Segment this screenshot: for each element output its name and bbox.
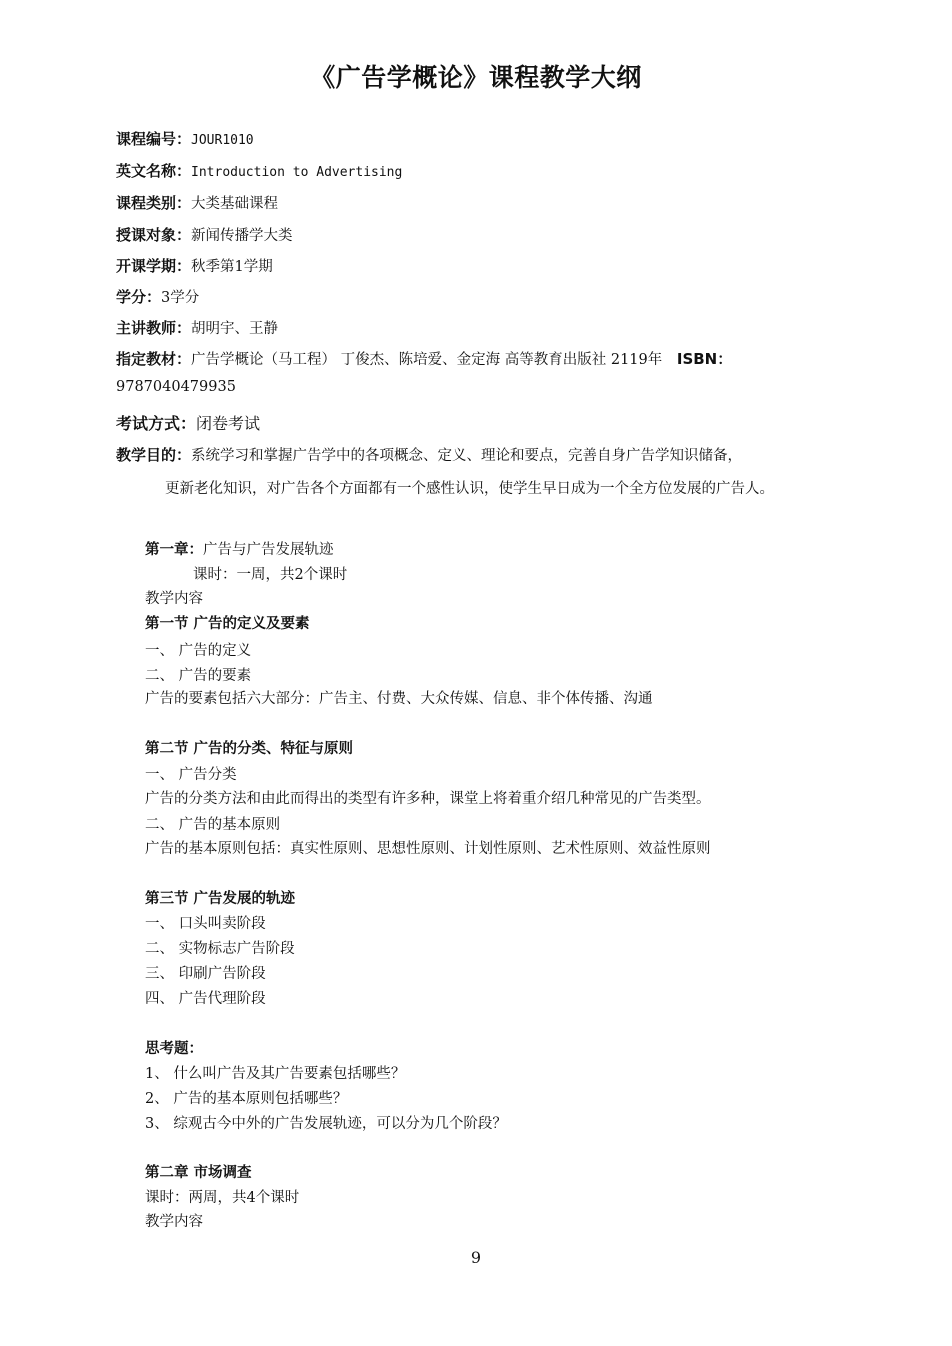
english-name-row bbox=[116, 160, 836, 181]
section-3-item: 一、 口头叫卖阶段 bbox=[145, 916, 266, 932]
course-code-label: 课程编号： bbox=[116, 130, 192, 148]
teacher-row bbox=[116, 317, 836, 338]
course-category-label: 课程类别： bbox=[116, 194, 192, 212]
chapter-1-title: 广告与广告发展轨迹 bbox=[203, 542, 334, 558]
audience-label: 授课对象： bbox=[116, 226, 192, 244]
english-name-value: Introduction to Advertising bbox=[191, 165, 403, 180]
course-code-value: JOUR1010 bbox=[191, 133, 254, 148]
chapter-1-hours: 课时：一周，共2个课时 bbox=[193, 567, 348, 583]
textbook-label: 指定教材： bbox=[116, 350, 192, 368]
audience-row bbox=[116, 224, 836, 245]
chapter-1-content-label: 教学内容 bbox=[145, 591, 203, 607]
section-2-item: 广告的分类方法和由此而得出的类型有许多种，课堂上将着重介绍几种常见的广告类型。 bbox=[145, 791, 711, 807]
course-code-row bbox=[116, 128, 836, 149]
chapter-2-hours: 课时：两周，共4个课时 bbox=[145, 1190, 300, 1206]
course-category-row bbox=[116, 192, 836, 213]
exam-row bbox=[116, 411, 836, 434]
english-name-label: 英文名称： bbox=[116, 162, 192, 180]
chapter-2-content-label: 教学内容 bbox=[145, 1214, 203, 1230]
section-3-title: 第三节 广告发展的轨迹 bbox=[145, 891, 296, 907]
isbn-label: ISBN： bbox=[676, 350, 733, 368]
audience-value: 新闻传播学大类 bbox=[191, 228, 293, 244]
exam-label: 考试方式： bbox=[116, 414, 197, 433]
goal-label: 教学目的： bbox=[116, 446, 192, 464]
section-1-item: 广告的要素包括六大部分：广告主、付费、大众传媒、信息、非个体传播、沟通 bbox=[145, 691, 653, 707]
section-3-item: 四、 广告代理阶段 bbox=[145, 991, 266, 1007]
goal-row-continued bbox=[165, 477, 885, 498]
term-row bbox=[116, 255, 836, 276]
goal-value-line-2: 更新老化知识，对广告各个方面都有一个感性认识，使学生早日成为一个全方位发展的广告人。 bbox=[165, 481, 774, 497]
chapter-1-label: 第一章： bbox=[145, 542, 203, 558]
section-2-item: 一、 广告分类 bbox=[145, 767, 237, 783]
goal-value-line-1: 系统学习和掌握广告学中的各项概念、定义、理论和要点，完善自身广告学知识储备， bbox=[191, 448, 743, 464]
chapter-1-heading bbox=[145, 538, 845, 559]
teacher-value: 胡明宇、王静 bbox=[191, 321, 279, 337]
textbook-value: 广告学概论（马工程） 丁俊杰、陈培爱、金定海 高等教育出版社 2119年 bbox=[191, 352, 667, 368]
credit-label: 学分： bbox=[116, 288, 162, 306]
exam-value: 闭卷考试 bbox=[196, 414, 261, 433]
course-category-value: 大类基础课程 bbox=[191, 196, 279, 212]
isbn-value: 9787040479935 bbox=[116, 379, 236, 395]
goal-row bbox=[116, 444, 836, 465]
page-number: 9 bbox=[470, 1248, 482, 1267]
question-item: 3、 综观古今中外的广告发展轨迹，可以分为几个阶段？ bbox=[145, 1116, 507, 1132]
section-1-item: 一、 广告的定义 bbox=[145, 643, 252, 659]
section-1-title: 第一节 广告的定义及要素 bbox=[145, 616, 310, 632]
section-2-item: 二、 广告的基本原则 bbox=[145, 817, 281, 833]
question-item: 2、 广告的基本原则包括哪些？ bbox=[145, 1091, 348, 1107]
isbn-row bbox=[116, 379, 836, 395]
section-3-item: 二、 实物标志广告阶段 bbox=[145, 941, 295, 957]
section-1-item: 二、 广告的要素 bbox=[145, 668, 252, 684]
chapter-2-heading: 第二章 市场调查 bbox=[145, 1165, 252, 1181]
textbook-row bbox=[116, 348, 836, 369]
questions-title: 思考题： bbox=[145, 1041, 203, 1057]
page-title: 《广告学概论》课程教学大纲 bbox=[310, 63, 642, 92]
section-3-item: 三、 印刷广告阶段 bbox=[145, 966, 266, 982]
credit-row bbox=[116, 286, 836, 307]
term-value: 秋季第1学期 bbox=[191, 259, 273, 275]
teacher-label: 主讲教师： bbox=[116, 319, 192, 337]
section-2-title: 第二节 广告的分类、特征与原则 bbox=[145, 741, 354, 757]
term-label: 开课学期： bbox=[116, 257, 192, 275]
credit-value: 3学分 bbox=[161, 290, 200, 306]
section-2-item: 广告的基本原则包括：真实性原则、思想性原则、计划性原则、艺术性原则、效益性原则 bbox=[145, 841, 711, 857]
question-item: 1、 什么叫广告及其广告要素包括哪些？ bbox=[145, 1066, 406, 1082]
